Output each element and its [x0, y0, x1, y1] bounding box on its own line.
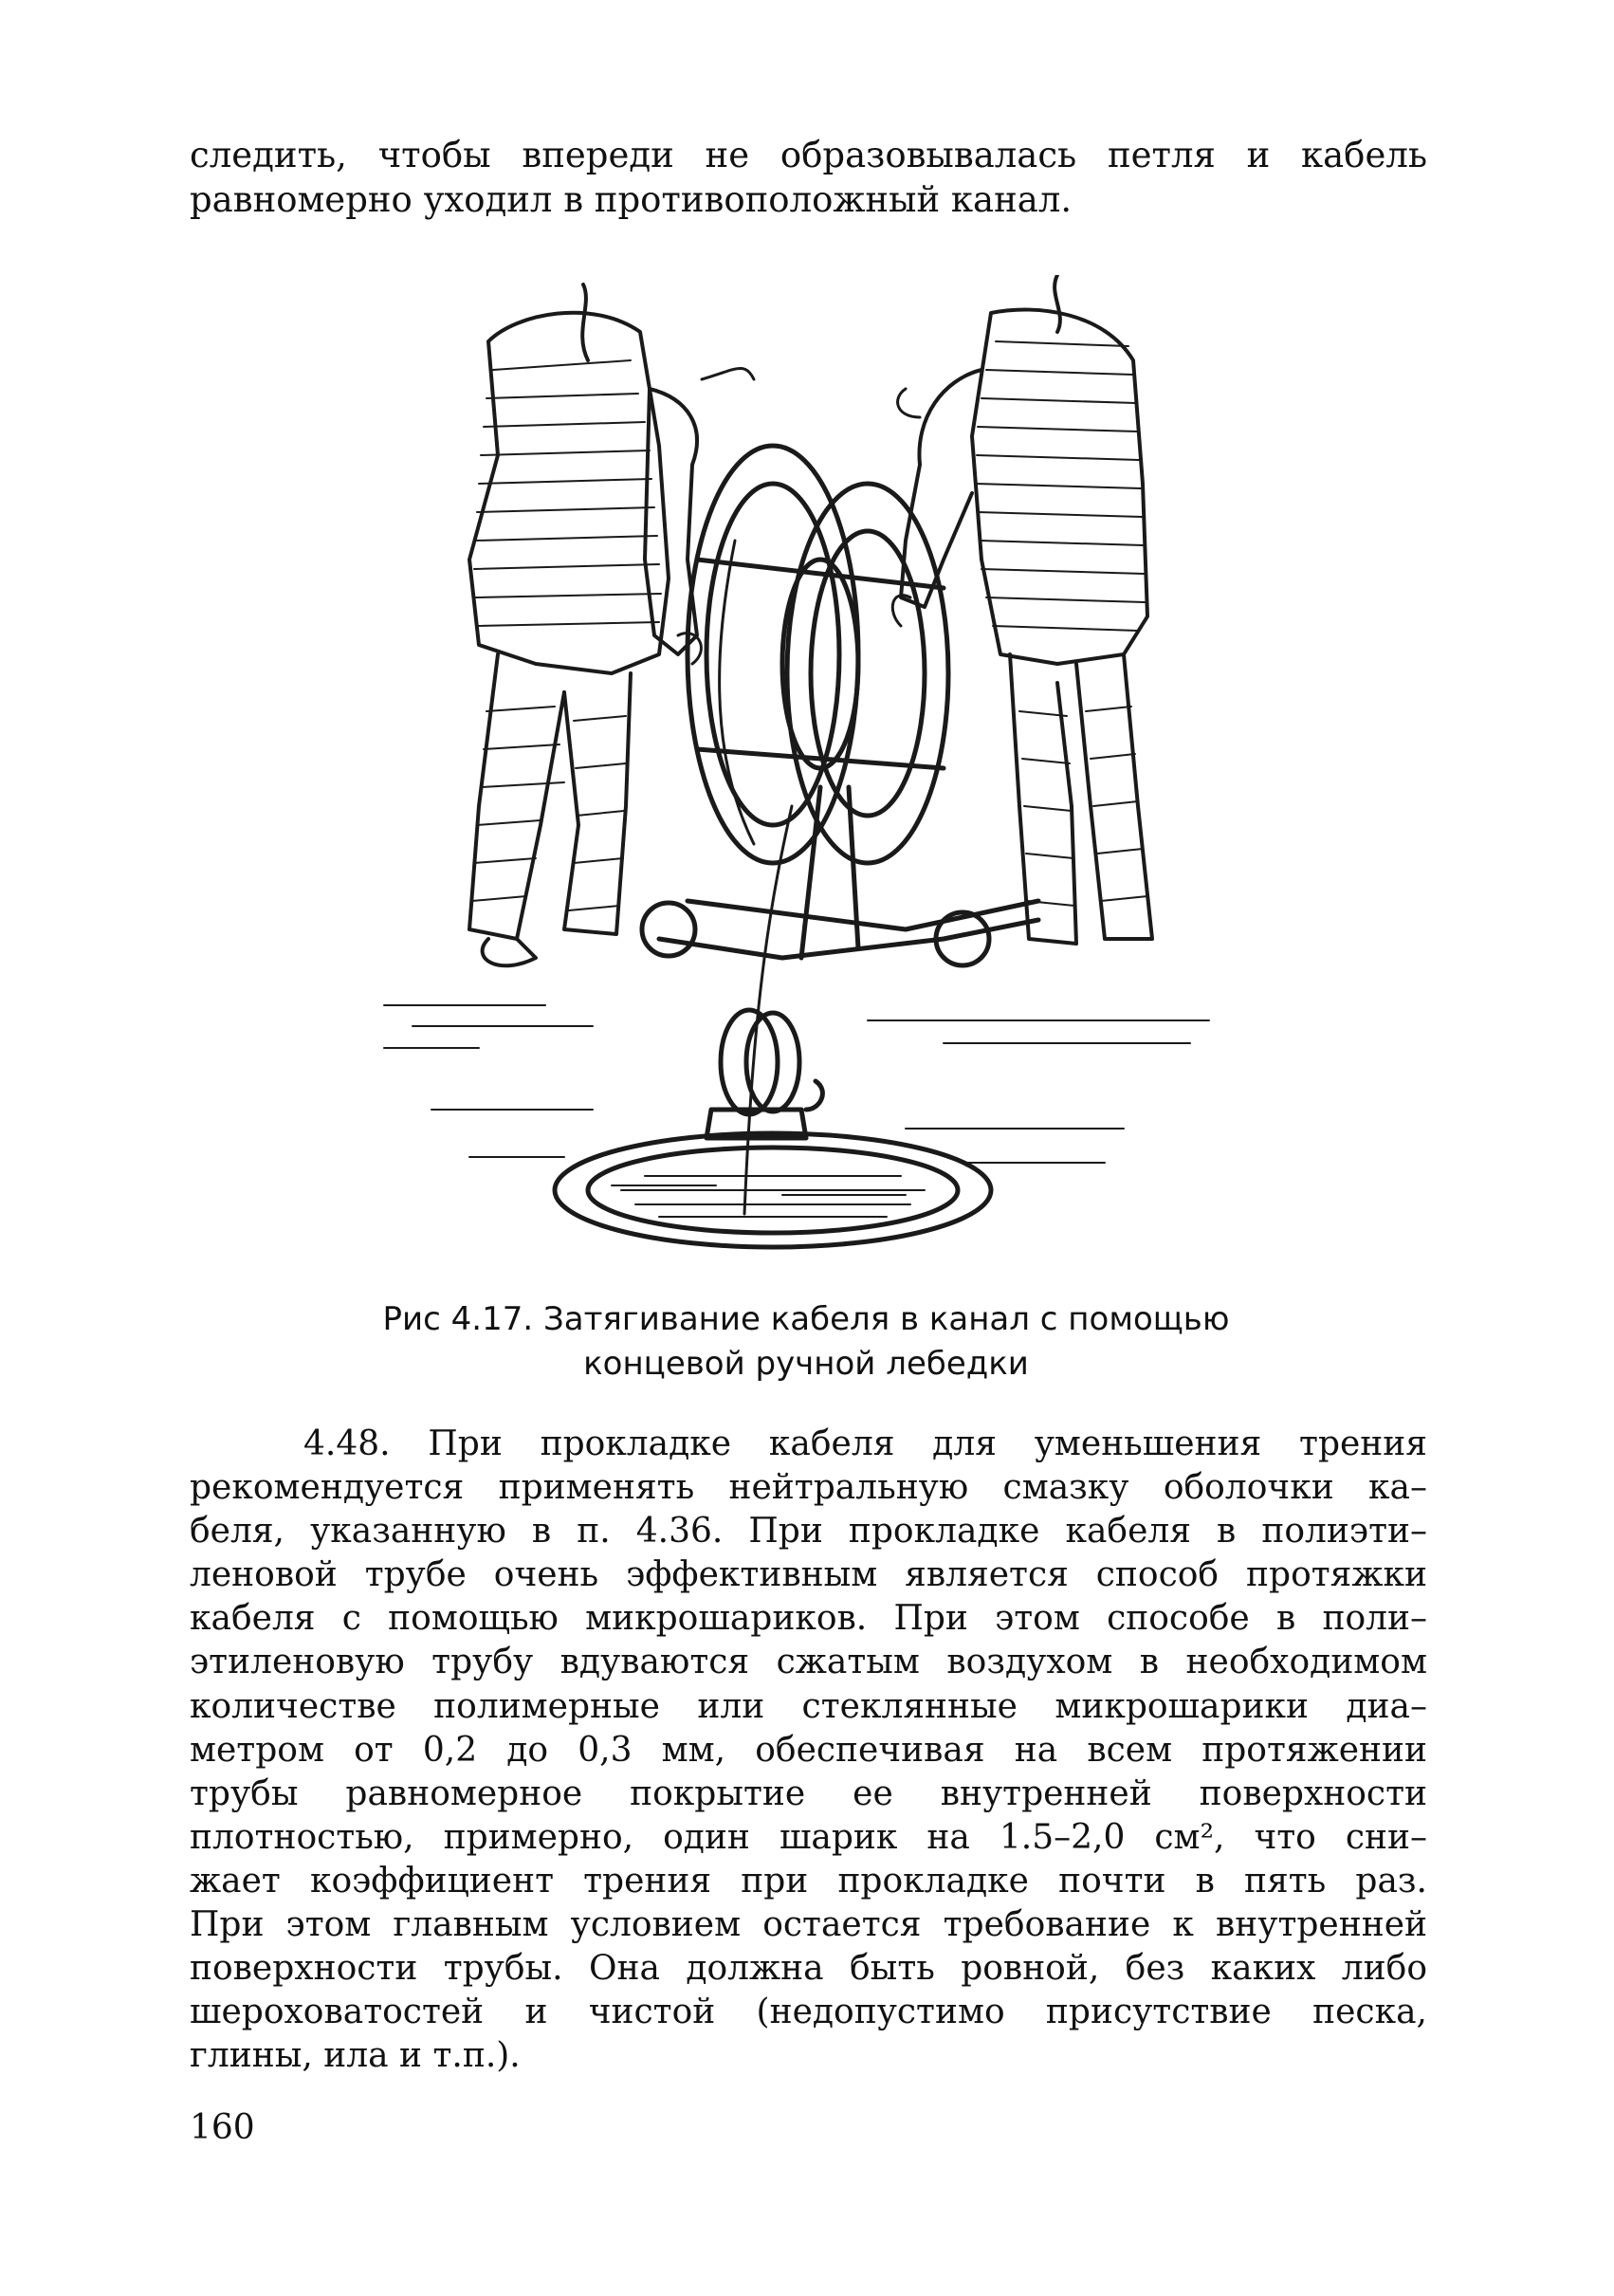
body-line: этиленовую трубу вдуваются сжатым воздухом в необходимом	[190, 1643, 1427, 1682]
body-line: метром от 0,2 до 0,3 мм, обеспечивая на всем протяжении	[190, 1730, 1427, 1770]
caption-line: Рис 4.17. Затягивание кабеля в канал с помощью	[382, 1300, 1230, 1338]
left-worker-shading	[472, 360, 661, 910]
body-line: шероховатостей и чистой (недопустимо присутствие песка,	[190, 1993, 1427, 2032]
caption-line: концевой ручной лебедки	[583, 1345, 1029, 1383]
body-line: плотностью, примерно, один шарик на 1.5–2,0 см², что сни–	[190, 1817, 1427, 1857]
figure-caption	[284, 1297, 1328, 1387]
top-paragraph	[190, 133, 1427, 222]
body-line: При этом главным условием остается требование к внутренней	[190, 1905, 1427, 1945]
right-worker-figure	[901, 275, 1152, 944]
cable-winch-illustration	[375, 275, 1228, 1271]
body-line: трубы равномерное покрытие ее внутренней поверхности	[190, 1773, 1427, 1813]
body-line: жает коэффициент трения при прокладке почти в пять раз.	[190, 1861, 1427, 1901]
body-line: леновой трубе очень эффективным является способ протяжки	[190, 1555, 1427, 1595]
body-line: поверхности трубы. Она должна быть ровной, без каких либо	[190, 1949, 1427, 1989]
hands	[678, 368, 920, 664]
body-paragraph	[190, 1423, 1427, 2078]
body-line: 4.48. При прокладке кабеля для уменьшения трения	[303, 1424, 1427, 1463]
body-line: беля, указанную в п. 4.36. При прокладке кабеля в полиэти–	[190, 1512, 1427, 1552]
body-line: рекомендуется применять нейтральную смазку оболочки ка–	[190, 1468, 1427, 1508]
body-line: кабеля с помощью микрошариков. При этом способе в поли–	[190, 1599, 1427, 1639]
body-line: глины, ила и т.п.).	[190, 2036, 521, 2076]
manhole-shading	[621, 1176, 925, 1217]
right-worker-shading	[976, 341, 1147, 906]
top-paragraph-line: следить, чтобы впереди не образовывалась петля и кабель	[190, 135, 1427, 175]
cable-winch-drawing	[375, 275, 1228, 1271]
page-number: 160	[190, 2108, 255, 2147]
top-paragraph-line: равномерно уходил в противоположный канал.	[190, 179, 1073, 220]
body-line: количестве полимерные или стеклянные микрошарики диа–	[190, 1686, 1427, 1726]
winch-frame	[642, 787, 1038, 965]
pulley-block	[706, 1010, 822, 1138]
